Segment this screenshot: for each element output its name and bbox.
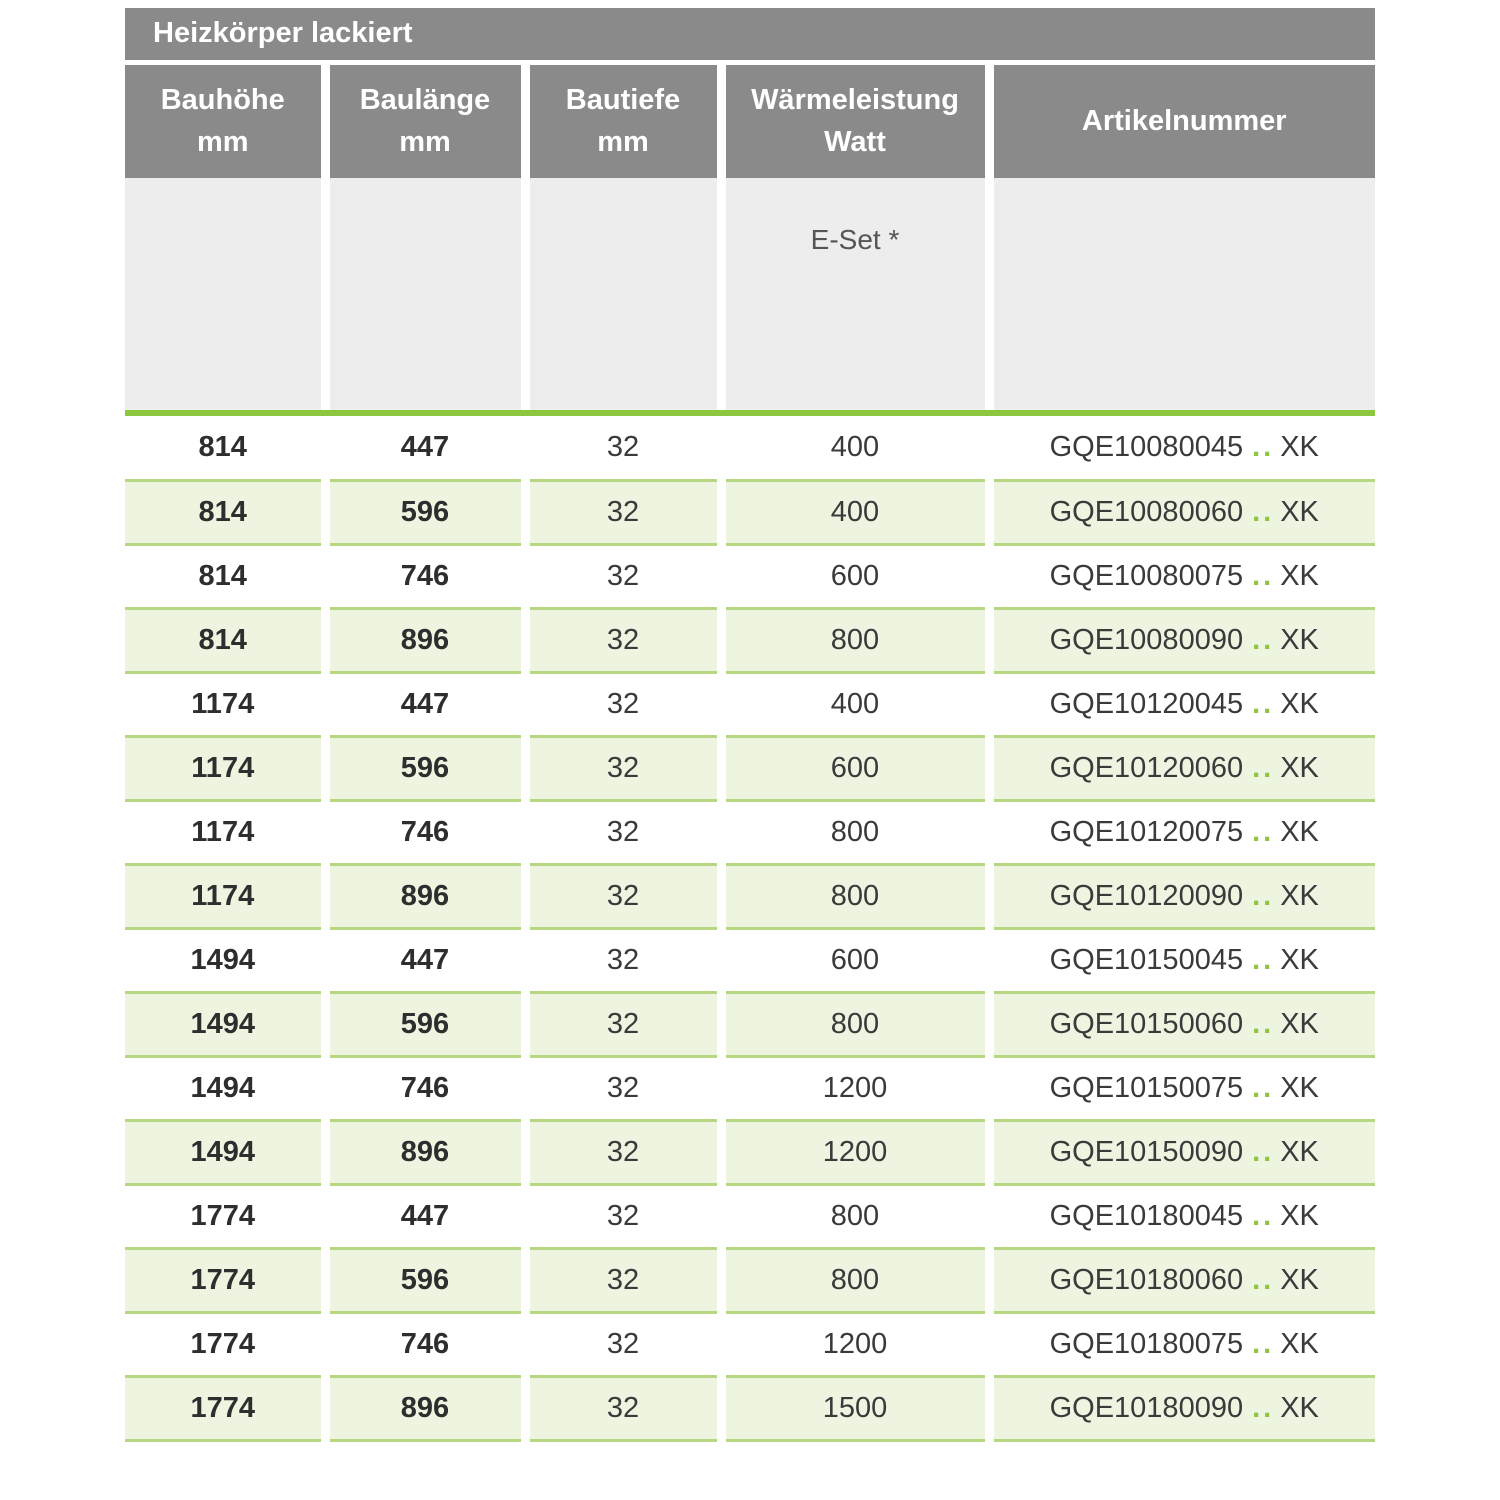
- cell-baulaenge: 896: [325, 1120, 525, 1184]
- cell-waermeleistung: 600: [721, 544, 989, 608]
- cell-waermeleistung: 800: [721, 992, 989, 1056]
- placeholder-dots-icon: ..: [1252, 879, 1275, 912]
- cell-bautiefe: 32: [525, 608, 721, 672]
- column-header-unit: mm: [597, 126, 649, 159]
- column-header-bautiefe: [525, 62, 721, 178]
- cell-baulaenge: 596: [325, 992, 525, 1056]
- cell-artikelnummer: [989, 672, 1375, 736]
- table-row: [125, 1376, 1375, 1440]
- table-head: [125, 8, 1375, 416]
- artikelnummer-code: GQE10120045: [1049, 687, 1244, 720]
- column-header-artikelnummer: [989, 62, 1375, 178]
- artikelnummer-code: GQE10120090: [1049, 879, 1244, 912]
- artikelnummer-suffix: XK: [1280, 623, 1319, 656]
- placeholder-dots-icon: ..: [1252, 559, 1275, 592]
- cell-artikelnummer: [989, 1312, 1375, 1376]
- cell-baulaenge: 447: [325, 416, 525, 480]
- table-row: [125, 416, 1375, 480]
- cell-bauhoehe: 1174: [125, 736, 325, 800]
- artikelnummer-suffix: XK: [1280, 687, 1319, 720]
- cell-waermeleistung: 800: [721, 1184, 989, 1248]
- artikelnummer-code: GQE10180090: [1049, 1391, 1244, 1424]
- subheader-row: [125, 178, 1375, 410]
- table-row: [125, 864, 1375, 928]
- cell-bautiefe: 32: [525, 480, 721, 544]
- cell-bauhoehe: 1494: [125, 928, 325, 992]
- placeholder-dots-icon: ..: [1252, 1135, 1275, 1168]
- cell-bautiefe: 32: [525, 416, 721, 480]
- cell-bautiefe: 32: [525, 1248, 721, 1312]
- cell-baulaenge: 896: [325, 608, 525, 672]
- cell-bauhoehe: 814: [125, 416, 325, 480]
- cell-waermeleistung: 800: [721, 608, 989, 672]
- column-header-unit: Watt: [824, 126, 886, 159]
- artikelnummer-suffix: XK: [1280, 1327, 1319, 1360]
- cell-baulaenge: 596: [325, 480, 525, 544]
- placeholder-dots-icon: ..: [1252, 1007, 1275, 1040]
- artikelnummer-code: GQE10150060: [1049, 1007, 1244, 1040]
- cell-bauhoehe: 814: [125, 544, 325, 608]
- cell-bauhoehe: 1774: [125, 1376, 325, 1440]
- placeholder-dots-icon: ..: [1252, 430, 1275, 463]
- cell-bautiefe: 32: [525, 928, 721, 992]
- cell-bautiefe: 32: [525, 992, 721, 1056]
- column-header-unit: mm: [399, 126, 451, 159]
- artikelnummer-code: GQE10120075: [1049, 815, 1244, 848]
- table-row: [125, 1248, 1375, 1312]
- table-row: [125, 992, 1375, 1056]
- cell-bauhoehe: 1174: [125, 672, 325, 736]
- column-header-label: Baulänge: [359, 84, 491, 117]
- cell-bautiefe: 32: [525, 1312, 721, 1376]
- cell-baulaenge: 746: [325, 800, 525, 864]
- cell-artikelnummer: [989, 1184, 1375, 1248]
- cell-waermeleistung: 800: [721, 800, 989, 864]
- header-row: [125, 62, 1375, 178]
- cell-baulaenge: 896: [325, 864, 525, 928]
- cell-bautiefe: 32: [525, 864, 721, 928]
- cell-artikelnummer: [989, 992, 1375, 1056]
- column-header-label: Wärmeleistung: [751, 84, 959, 117]
- table-title: Heizkörper lackiert: [125, 8, 1375, 62]
- subheader-cell-bautiefe: [525, 178, 721, 410]
- column-header-baulaenge: [325, 62, 525, 178]
- product-table: [125, 8, 1375, 1442]
- cell-artikelnummer: [989, 544, 1375, 608]
- column-header-waermeleistung: [721, 62, 989, 178]
- placeholder-dots-icon: ..: [1252, 1071, 1275, 1104]
- placeholder-dots-icon: ..: [1252, 751, 1275, 784]
- cell-artikelnummer: [989, 1376, 1375, 1440]
- column-header-unit: mm: [196, 126, 249, 159]
- placeholder-dots-icon: ..: [1252, 943, 1275, 976]
- artikelnummer-code: GQE10120060: [1049, 751, 1244, 784]
- cell-bauhoehe: 1774: [125, 1184, 325, 1248]
- cell-bautiefe: 32: [525, 1376, 721, 1440]
- cell-artikelnummer: [989, 416, 1375, 480]
- cell-bauhoehe: 814: [125, 608, 325, 672]
- cell-artikelnummer: [989, 1248, 1375, 1312]
- cell-baulaenge: 746: [325, 1056, 525, 1120]
- table-row: [125, 1120, 1375, 1184]
- cell-artikelnummer: [989, 800, 1375, 864]
- artikelnummer-suffix: XK: [1280, 879, 1319, 912]
- cell-bauhoehe: 1174: [125, 864, 325, 928]
- artikelnummer-suffix: XK: [1280, 751, 1319, 784]
- subheader-cell-bauhoehe: [125, 178, 325, 410]
- artikelnummer-code: GQE10150045: [1049, 943, 1244, 976]
- table-row: [125, 672, 1375, 736]
- table-body: [125, 416, 1375, 1440]
- table-row: [125, 1184, 1375, 1248]
- artikelnummer-suffix: XK: [1280, 559, 1319, 592]
- cell-waermeleistung: 800: [721, 1248, 989, 1312]
- cell-artikelnummer: [989, 480, 1375, 544]
- cell-baulaenge: 746: [325, 1312, 525, 1376]
- artikelnummer-suffix: XK: [1280, 943, 1319, 976]
- artikelnummer-code: GQE10080090: [1049, 623, 1244, 656]
- cell-artikelnummer: [989, 736, 1375, 800]
- cell-bautiefe: 32: [525, 544, 721, 608]
- artikelnummer-suffix: XK: [1280, 1263, 1319, 1296]
- cell-waermeleistung: 1200: [721, 1120, 989, 1184]
- cell-bauhoehe: 1774: [125, 1248, 325, 1312]
- placeholder-dots-icon: ..: [1252, 495, 1275, 528]
- artikelnummer-code: GQE10080045: [1049, 430, 1244, 463]
- table-row: [125, 608, 1375, 672]
- cell-bautiefe: 32: [525, 736, 721, 800]
- table-row: [125, 1056, 1375, 1120]
- cell-bauhoehe: 1494: [125, 1056, 325, 1120]
- cell-bautiefe: 32: [525, 1056, 721, 1120]
- artikelnummer-code: GQE10150090: [1049, 1135, 1244, 1168]
- cell-baulaenge: 447: [325, 928, 525, 992]
- placeholder-dots-icon: ..: [1252, 1327, 1275, 1360]
- cell-baulaenge: 746: [325, 544, 525, 608]
- table-row: [125, 544, 1375, 608]
- artikelnummer-code: GQE10150075: [1049, 1071, 1244, 1104]
- cell-waermeleistung: 600: [721, 928, 989, 992]
- artikelnummer-suffix: XK: [1280, 1135, 1319, 1168]
- cell-baulaenge: 896: [325, 1376, 525, 1440]
- cell-bauhoehe: 1774: [125, 1312, 325, 1376]
- subheader-cell-artikelnummer: [989, 178, 1375, 410]
- cell-bauhoehe: 814: [125, 480, 325, 544]
- artikelnummer-code: GQE10080075: [1049, 559, 1244, 592]
- placeholder-dots-icon: ..: [1252, 1391, 1275, 1424]
- cell-baulaenge: 596: [325, 736, 525, 800]
- cell-waermeleistung: 600: [721, 736, 989, 800]
- placeholder-dots-icon: ..: [1252, 1263, 1275, 1296]
- cell-artikelnummer: [989, 608, 1375, 672]
- cell-artikelnummer: [989, 1120, 1375, 1184]
- table-row: [125, 928, 1375, 992]
- cell-baulaenge: 447: [325, 672, 525, 736]
- artikelnummer-code: GQE10080060: [1049, 495, 1244, 528]
- column-header-label: Bauhöhe: [160, 84, 285, 117]
- cell-baulaenge: 596: [325, 1248, 525, 1312]
- subheader-cell-baulaenge: [325, 178, 525, 410]
- cell-bauhoehe: 1494: [125, 1120, 325, 1184]
- cell-waermeleistung: 800: [721, 864, 989, 928]
- table-row: [125, 1312, 1375, 1376]
- artikelnummer-suffix: XK: [1280, 1007, 1319, 1040]
- column-header-label: Bautiefe: [565, 84, 681, 117]
- cell-bauhoehe: 1174: [125, 800, 325, 864]
- cell-waermeleistung: 1500: [721, 1376, 989, 1440]
- artikelnummer-suffix: XK: [1280, 1391, 1319, 1424]
- title-row: [125, 8, 1375, 62]
- artikelnummer-code: GQE10180075: [1049, 1327, 1244, 1360]
- cell-waermeleistung: 1200: [721, 1312, 989, 1376]
- artikelnummer-suffix: XK: [1280, 495, 1319, 528]
- cell-bautiefe: 32: [525, 800, 721, 864]
- cell-bautiefe: 32: [525, 1184, 721, 1248]
- cell-artikelnummer: [989, 928, 1375, 992]
- placeholder-dots-icon: ..: [1252, 815, 1275, 848]
- cell-waermeleistung: 400: [721, 416, 989, 480]
- cell-waermeleistung: 400: [721, 672, 989, 736]
- artikelnummer-code: GQE10180045: [1049, 1199, 1244, 1232]
- cell-bautiefe: 32: [525, 672, 721, 736]
- cell-artikelnummer: [989, 1056, 1375, 1120]
- cell-artikelnummer: [989, 864, 1375, 928]
- cell-bautiefe: 32: [525, 1120, 721, 1184]
- cell-bauhoehe: 1494: [125, 992, 325, 1056]
- placeholder-dots-icon: ..: [1252, 623, 1275, 656]
- table-row: [125, 480, 1375, 544]
- artikelnummer-suffix: XK: [1280, 1199, 1319, 1232]
- artikelnummer-code: GQE10180060: [1049, 1263, 1244, 1296]
- cell-baulaenge: 447: [325, 1184, 525, 1248]
- table-row: [125, 736, 1375, 800]
- column-header-label: Artikelnummer: [1081, 105, 1287, 138]
- artikelnummer-suffix: XK: [1280, 430, 1319, 463]
- placeholder-dots-icon: ..: [1252, 1199, 1275, 1232]
- artikelnummer-suffix: XK: [1280, 1071, 1319, 1104]
- cell-waermeleistung: 400: [721, 480, 989, 544]
- placeholder-dots-icon: ..: [1252, 687, 1275, 720]
- subheader-eset-label: E-Set *: [721, 178, 989, 410]
- artikelnummer-suffix: XK: [1280, 815, 1319, 848]
- cell-waermeleistung: 1200: [721, 1056, 989, 1120]
- column-header-bauhoehe: [125, 62, 325, 178]
- table-row: [125, 800, 1375, 864]
